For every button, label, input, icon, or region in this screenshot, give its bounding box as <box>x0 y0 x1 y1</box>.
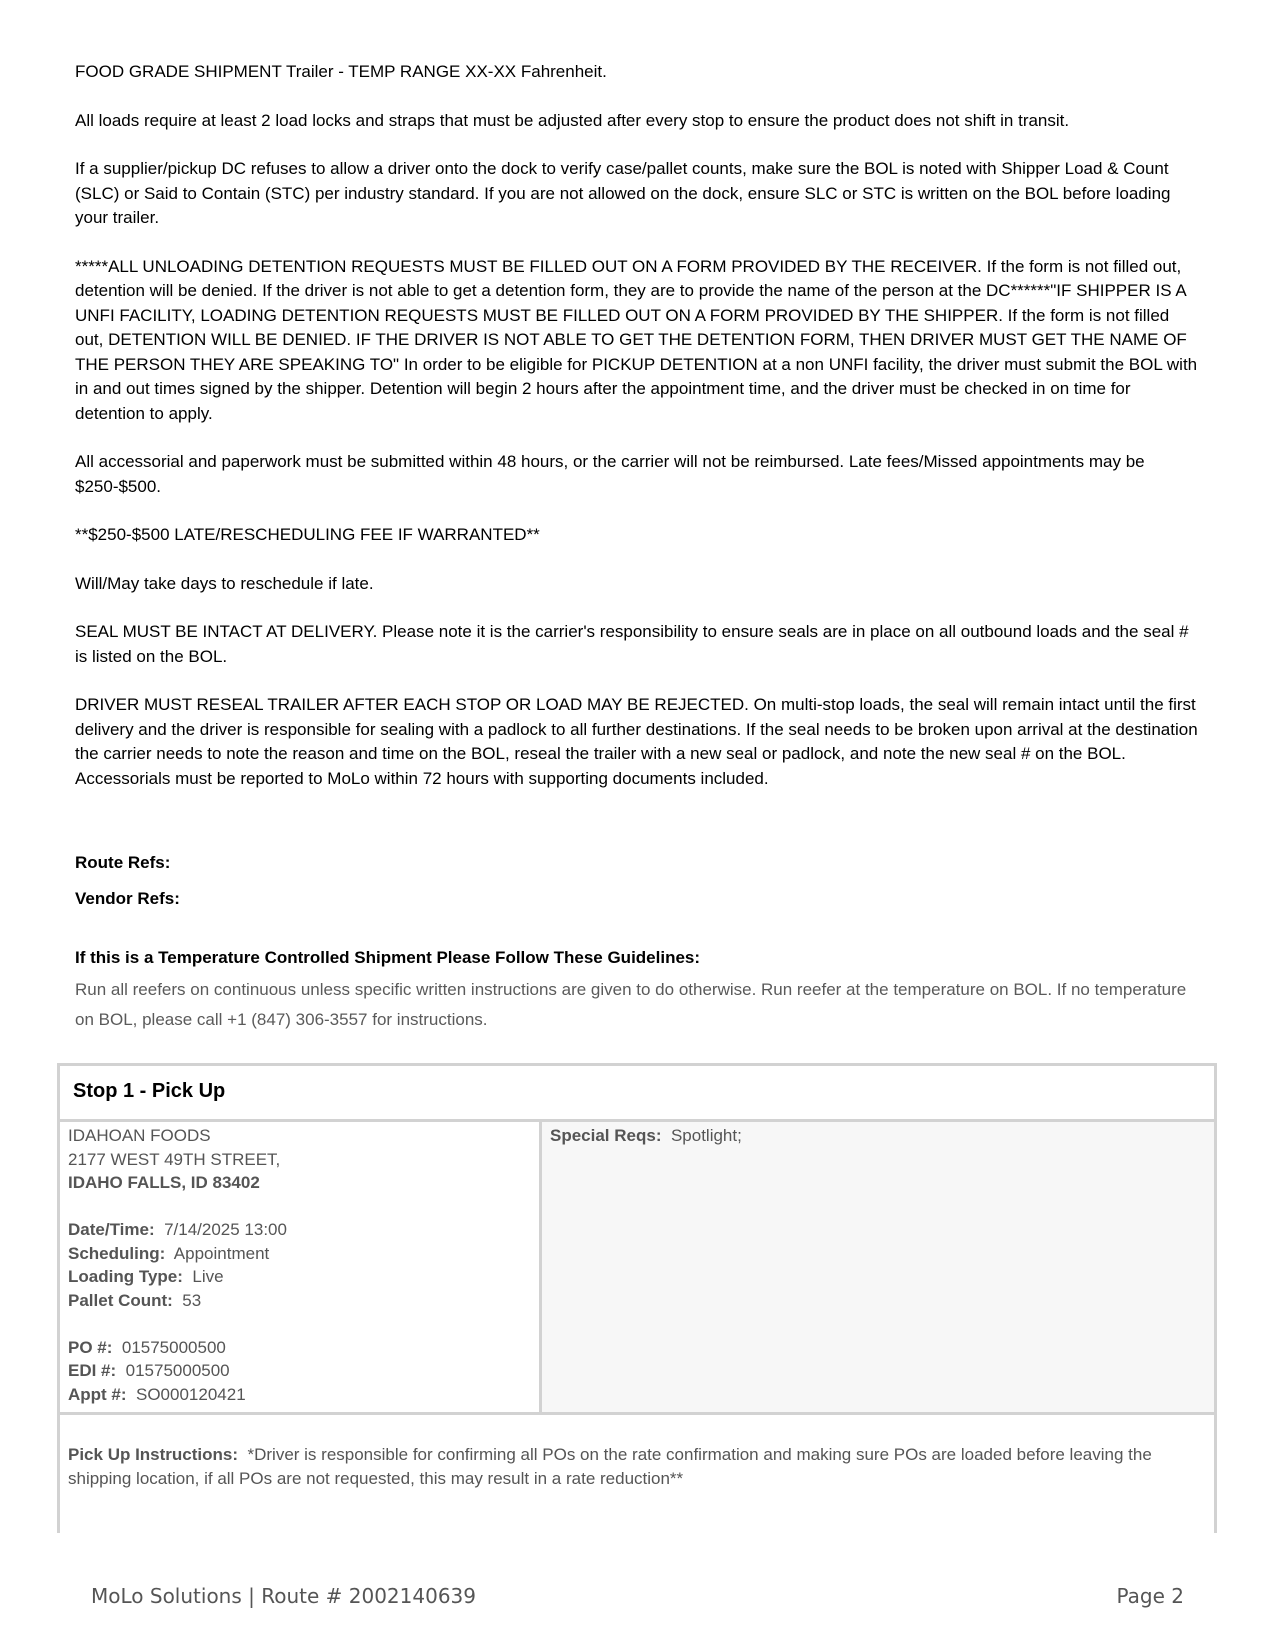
footer-route: MoLo Solutions | Route # 2002140639 <box>91 1584 476 1608</box>
paragraph-detention: *****ALL UNLOADING DETENTION REQUESTS MUST BE FILLED OUT ON A FORM PROVIDED BY THE RECEIVER. If the form is not filled out, detention will be denied. If the driver is not able to get a detention form, they are to provide the name of the person at the DC******"IF SHIPPER IS A UNFI FACILITY, LOADING DETENTION REQUESTS MUST BE FILLED OUT ON A FORM PROVIDED BY THE SHIPPER. If the form is not filled out, DETENTION WILL BE DENIED. IF THE DRIVER IS NOT ABLE TO GET THE DETENTION FORM, THEN DRIVER MUST GET THE NAME OF THE PERSON THEY ARE SPEAKING TO" In order to be eligible for PICKUP DETENTION at a non UNFI facility, the driver must submit the BOL with in and out times signed by the shipper. Detention will begin 2 hours after the appointment time, and the driver must be checked in on time for detention to apply. <box>75 256 1198 423</box>
paragraph-late-fee: **$250-$500 LATE/RESCHEDULING FEE IF WARRANTED** <box>75 525 540 544</box>
stop-company: IDAHOAN FOODS <box>68 1126 211 1145</box>
route-refs-label: Route Refs: <box>75 853 171 872</box>
stop-appt-number: Appt #: SO000120421 <box>68 1384 246 1404</box>
footer-page-number: Page 2 <box>1116 1584 1184 1608</box>
stop-po-number: PO #: 01575000500 <box>68 1337 226 1357</box>
temperature-guidelines-title: If this is a Temperature Controlled Shipment Please Follow These Guidelines: <box>75 948 701 967</box>
vendor-refs-label: Vendor Refs: <box>75 889 180 908</box>
stop-scheduling: Scheduling: Appointment <box>68 1243 270 1263</box>
pickup-instructions: Pick Up Instructions: *Driver is responsible for confirming all POs on the rate confirmation and making sure POs are loaded before leaving the shipping location, if all POs are not requested, this may result in a rate reduction** <box>68 1445 1152 1488</box>
stop-edi-number: EDI #: 01575000500 <box>68 1361 230 1380</box>
paragraph-reseal: DRIVER MUST RESEAL TRAILER AFTER EACH STOP OR LOAD MAY BE REJECTED. On multi-stop loads, the seal will remain intact until the first delivery and the driver is responsible for sealing with a padlock to all further destinations. If the seal needs to be broken upon arrival at the destination the carrier needs to note the reason and time on the BOL, reseal the trailer with a new seal or padlock, and note the new seal # on the BOL. <box>75 695 1198 763</box>
stop-1-section <box>57 1063 1217 1533</box>
stop-header: Stop 1 - Pick Up <box>60 1066 1214 1122</box>
stop-loading-type: Loading Type: Live <box>68 1267 224 1286</box>
refs-section <box>75 853 180 925</box>
stop-special-requirements: Special Reqs: Spotlight; <box>542 1122 1214 1412</box>
temperature-guidelines-text: Run all reefers on continuous unless specific written instructions are given to do otherwise. Run reefer at the temperature on BOL. If no temperature on BOL, please call +1 (847) 306-3557 for instructions. <box>75 980 1187 1029</box>
stop-city: IDAHO FALLS, ID 83402 <box>68 1173 260 1192</box>
paragraph-accessorials-molo: Accessorials must be reported to MoLo within 72 hours with supporting documents included. <box>75 768 769 788</box>
stop-pallet-count: Pallet Count: 53 <box>68 1290 202 1310</box>
stop-street: 2177 WEST 49TH STREET, <box>68 1149 281 1169</box>
paragraph-load-locks: All loads require at least 2 load locks and straps that must be adjusted after every stop to ensure the product does not shift in transit. <box>75 110 1070 130</box>
paragraph-reschedule: Will/May take days to reschedule if late. <box>75 573 374 593</box>
stop-datetime: Date/Time: 7/14/2025 13:00 <box>68 1220 287 1239</box>
paragraph-food-grade: FOOD GRADE SHIPMENT Trailer - TEMP RANGE XX-XX Fahrenheit. <box>75 62 607 81</box>
stop-address-details <box>60 1122 542 1412</box>
terms-text <box>75 60 1200 791</box>
paragraph-dock-verification: If a supplier/pickup DC refuses to allow a driver onto the dock to verify case/pallet counts, make sure the BOL is noted with Shipper Load & Count (SLC) or Said to Contain (STC) per industry standard. If you are not allowed on the dock, ensure SLC or STC is written on the BOL before loading your trailer. <box>75 159 1171 227</box>
stop-details-grid <box>60 1122 1214 1415</box>
paragraph-accessorial: All accessorial and paperwork must be submitted within 48 hours, or the carrier will not be reimbursed. Late fees/Missed appointments may be $250-$500. <box>75 452 1145 496</box>
paragraph-seal: SEAL MUST BE INTACT AT DELIVERY. Please note it is the carrier's responsibility to ensure seals are in place on all outbound loads and the seal # is listed on the BOL. <box>75 622 1189 666</box>
